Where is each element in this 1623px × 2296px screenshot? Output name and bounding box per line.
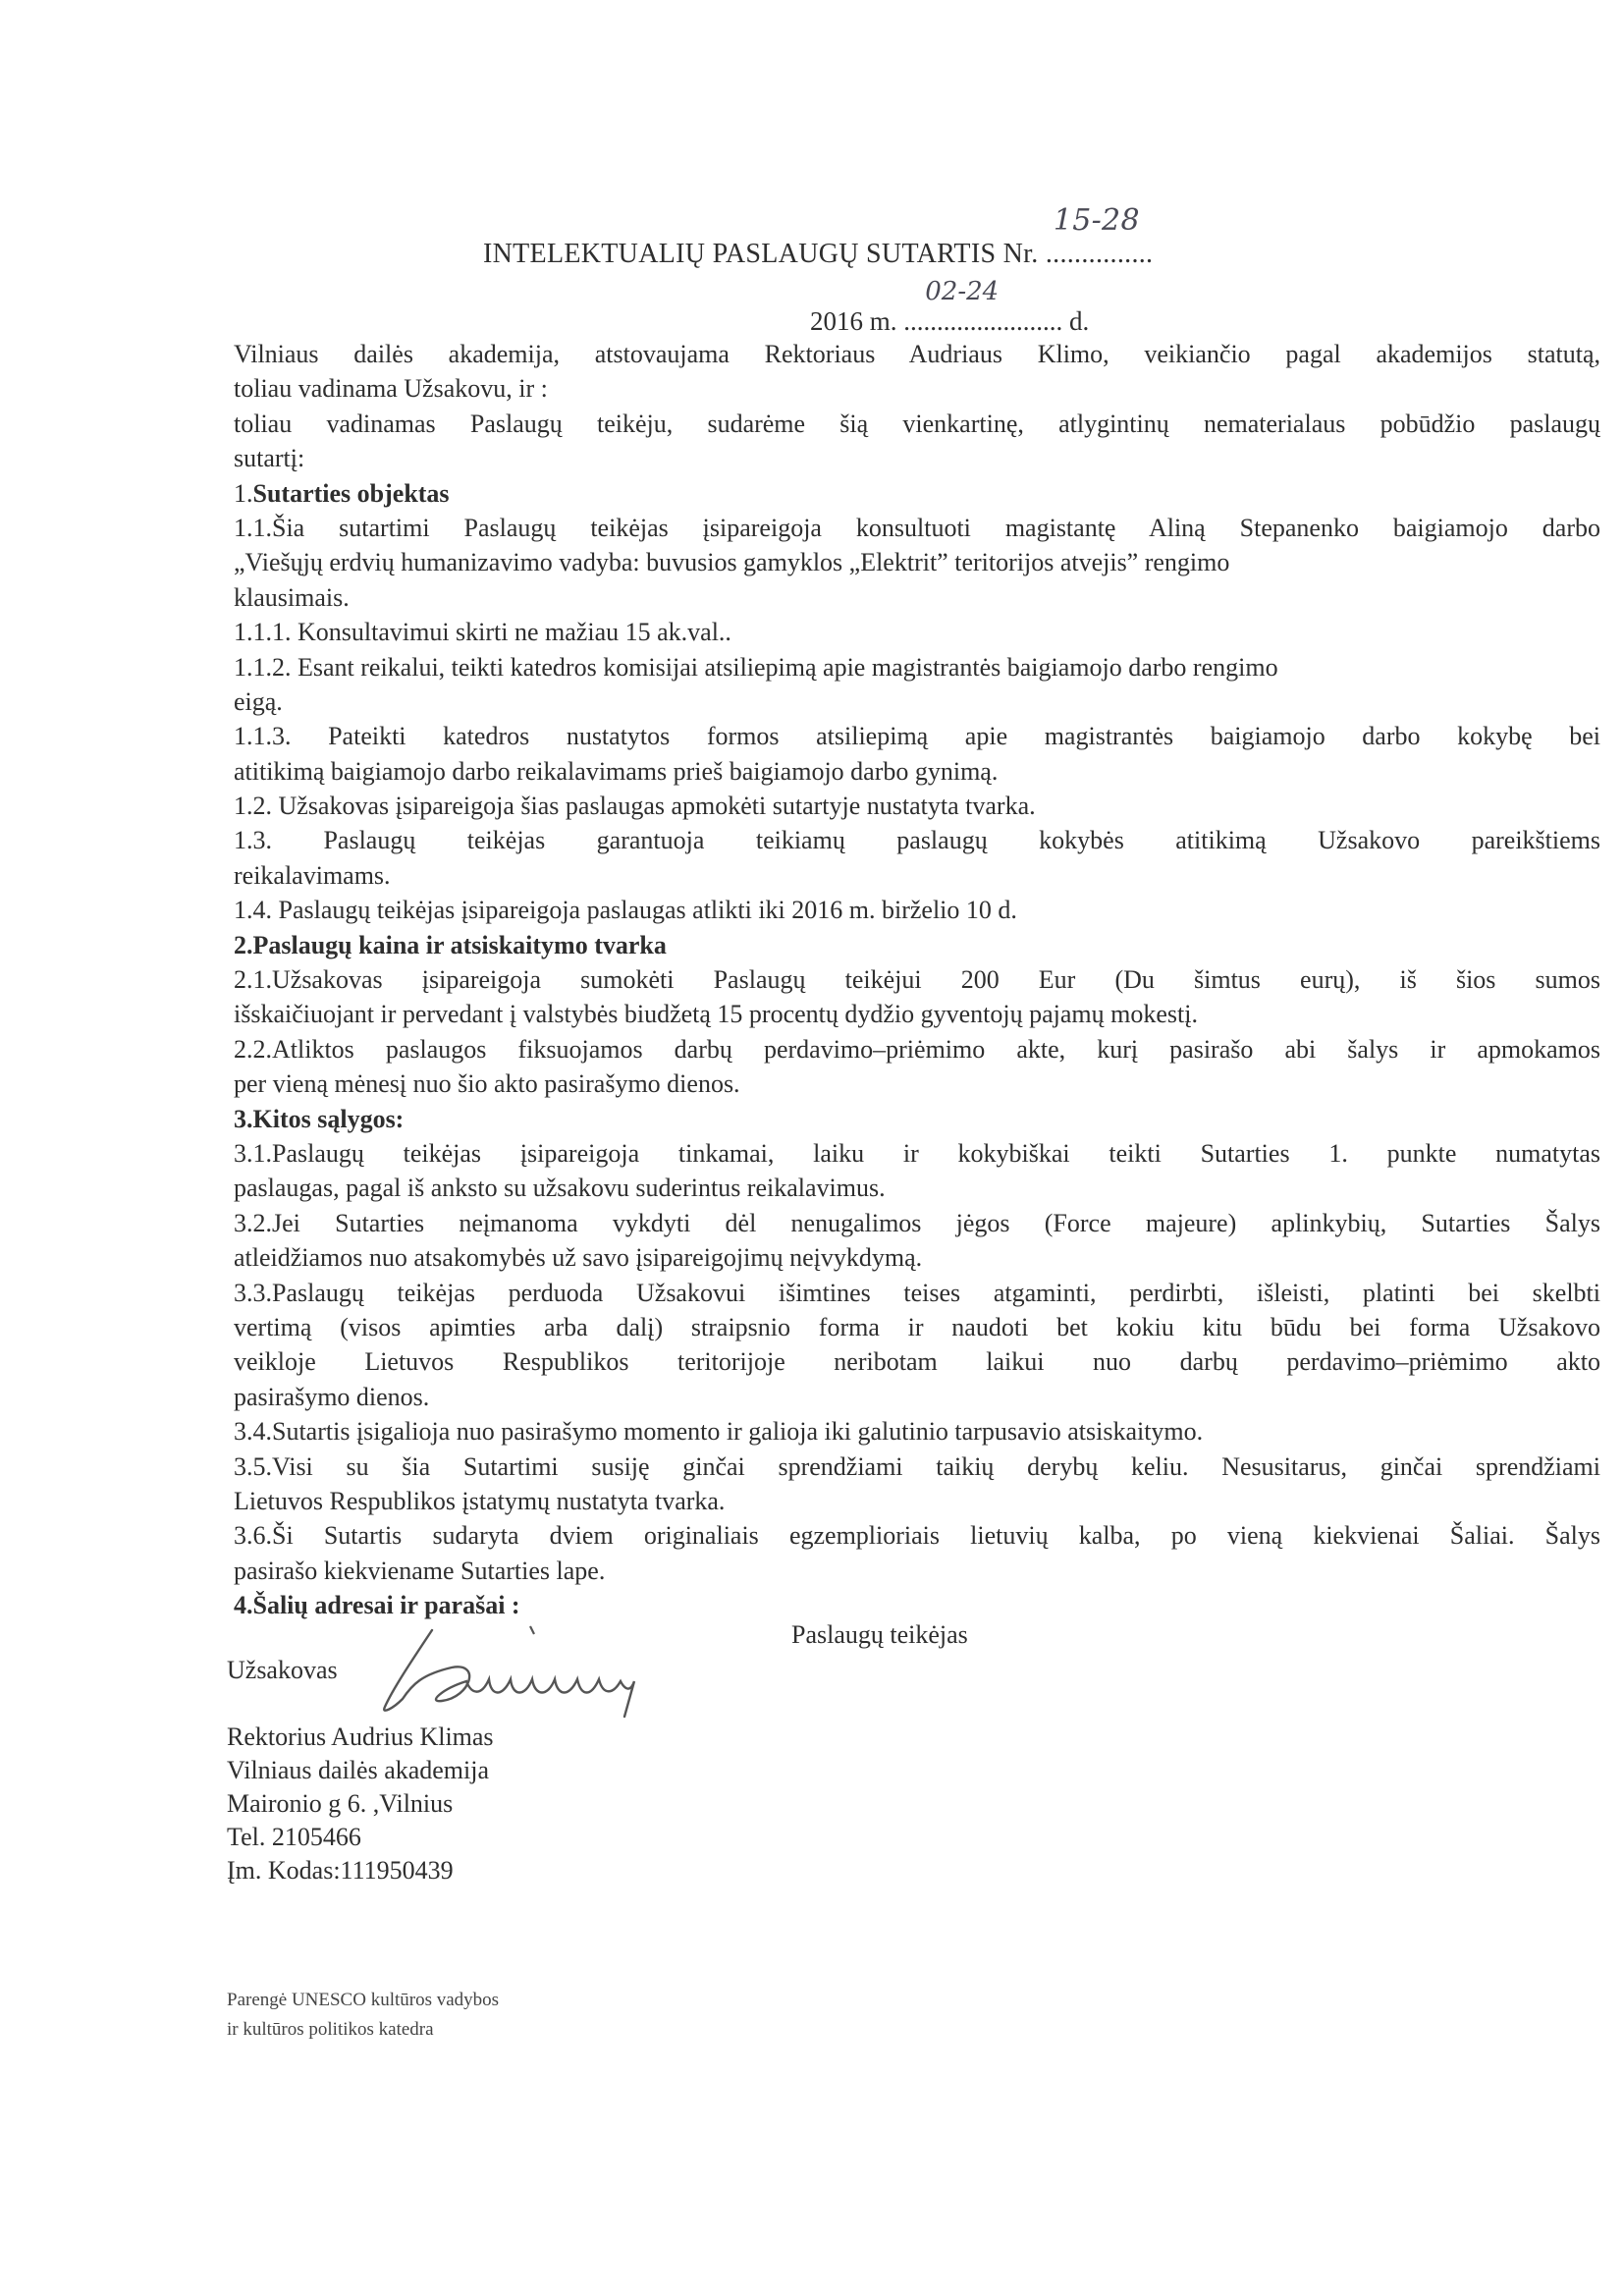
body-line — [234, 858, 1600, 893]
client-signature — [373, 1620, 677, 1719]
date-year: 2016 m. — [810, 306, 897, 336]
line-text: per vieną mėnesį nuo šio akto pasirašymo dienos. — [234, 1069, 740, 1099]
dotted-line: ........................ — [903, 306, 1063, 336]
line-text: 3.1.Paslaugų teikėjas įsipareigoja tinkamai, laiku ir kokybiškai teikti Sutarties 1. punkte numatytas — [234, 1138, 1600, 1168]
body-line — [234, 962, 1600, 997]
contract-body — [234, 337, 1600, 1622]
document-title — [483, 203, 1154, 270]
body-line — [234, 1206, 1600, 1240]
client-phone: Tel. 2105466 — [227, 1823, 361, 1851]
line-text: 1.1.1. Konsultavimui skirti ne mažiau 15 ak.val.. — [234, 618, 731, 647]
line-text: pasirašo kiekviename Sutarties lape. — [234, 1556, 606, 1585]
body-line — [234, 719, 1600, 753]
contract-number-field — [1045, 203, 1154, 270]
document-date — [810, 277, 1090, 337]
handwritten-date: 02-24 — [925, 277, 1000, 306]
line-text: eigą. — [234, 686, 283, 716]
client-label: Užsakovas — [227, 1656, 338, 1684]
section-heading — [234, 1102, 1600, 1136]
line-text: išskaičiuojant ir pervedant į valstybės biudžetą 15 procentų dydžio gyventojų pajamų mokestį. — [234, 1000, 1198, 1029]
client-address-block — [227, 1721, 494, 1887]
body-line — [234, 650, 1600, 684]
line-text: sutartį: — [234, 444, 305, 473]
body-line — [234, 1276, 1600, 1310]
line-text: Lietuvos Respublikos įstatymų nustatyta tvarka. — [234, 1486, 726, 1515]
line-text: 2.2.Atliktos paslaugos fiksuojamos darbų perdavimo–priėmimo akte, kurį pasirašo abi šalys ir apmokamos — [234, 1034, 1600, 1064]
title-text: INTELEKTUALIŲ PASLAUGŲ SUTARTIS Nr. — [483, 239, 1039, 269]
footer-line: Parengė UNESCO kultūros vadybos — [227, 1990, 500, 2010]
body-line — [234, 1518, 1600, 1553]
section-heading — [234, 928, 1600, 962]
body-line — [234, 1310, 1600, 1344]
line-text: paslaugas, pagal iš anksto su užsakovu suderintus reikalavimus. — [234, 1174, 886, 1203]
line-text: 3.5.Visi su šia Sutartimi susiję ginčai sprendžiami taikių derybų keliu. Nesusitarus, ginčai sprendžiami — [234, 1451, 1600, 1481]
line-text: pasirašymo dienos. — [234, 1382, 430, 1411]
line-text: vertimą (visos apimties arba dalį) straipsnio forma ir naudoti bet kokiu kitu būdu bei forma Užsakovo — [234, 1312, 1600, 1341]
line-text: 1.2. Užsakovas įsipareigoja šias paslaugas apmokėti sutartyje nustatyta tvarka. — [234, 792, 1036, 821]
body-line — [234, 789, 1600, 823]
body-line — [234, 1032, 1600, 1066]
body-line — [234, 754, 1600, 789]
line-text: 2.Paslaugų kaina ir atsiskaitymo tvarka — [234, 930, 667, 959]
date-field — [903, 277, 1063, 337]
line-text: 1.1.Šia sutartimi Paslaugų teikėjas įsipareigoja konsultuoti magistantę Aliną Stepanenko baigiamojo darbo — [234, 513, 1600, 542]
date-day-suffix: d. — [1069, 306, 1090, 336]
client-name: Rektorius Audrius Klimas — [227, 1722, 494, 1751]
body-line — [234, 441, 1600, 475]
line-text: 3.6.Ši Sutartis sudaryta dviem originaliais egzemplioriais lietuvių kalba, po vieną kiekvienai Šaliai. Šalys — [234, 1521, 1600, 1551]
body-line — [234, 1136, 1600, 1171]
body-line — [234, 1380, 1600, 1414]
section-number: 1. — [234, 478, 253, 508]
line-text: 2.1.Užsakovas įsipareigoja sumokėti Paslaugų teikėjui 200 Eur (Du šimtus eurų), iš šios sumos — [234, 965, 1600, 995]
line-text: 3.4.Sutartis įsigalioja nuo pasirašymo momento ir galioja iki galutinio tarpusavio atsiskaitymo. — [234, 1417, 1204, 1447]
body-line — [234, 684, 1600, 719]
line-text: 3.3.Paslaugų teikėjas perduoda Užsakovui išimtines teises atgaminti, perdirbti, išleisti, platinti bei skelbti — [234, 1278, 1600, 1307]
body-line — [234, 893, 1600, 927]
line-text: 3.2.Jei Sutarties neįmanoma vykdyti dėl nenugalimos jėgos (Force majeure) aplinkybių, Sutarties Šalys — [234, 1208, 1600, 1237]
dotted-line: ............... — [1045, 239, 1154, 269]
line-text: 3.Kitos sąlygos: — [234, 1104, 405, 1133]
client-organization: Vilniaus dailės akademija — [227, 1756, 490, 1784]
body-line — [234, 1066, 1600, 1101]
line-text: atitikimą baigiamojo darbo reikalavimams prieš baigiamojo darbo gynimą. — [234, 756, 999, 786]
line-text: toliau vadinamas Paslaugų teikėju, sudarėme šią vienkartinę, atlygintinų nematerialaus pobūdžio paslaugų — [234, 409, 1600, 438]
body-line — [234, 580, 1600, 615]
client-company-code: Įm. Kodas:111950439 — [227, 1856, 454, 1885]
body-line — [234, 1449, 1600, 1484]
line-text: veikloje Lietuvos Respublikos teritorijoje neribotam laikui nuo darbų perdavimo–priėmimo akto — [234, 1347, 1600, 1377]
body-line — [234, 1240, 1600, 1275]
line-text: 1.1.2. Esant reikalui, teikti katedros komisijai atsiliepimą apie magistrantės baigiamojo darbo rengimo — [234, 652, 1278, 682]
line-text: Vilniaus dailės akademija, atstovaujama Rektoriaus Audriaus Klimo, veikiančio pagal akademijos statutą, — [234, 340, 1600, 368]
body-line — [234, 1171, 1600, 1205]
body-line — [234, 407, 1600, 441]
line-text: „Viešųjų erdvių humanizavimo vadyba: buvusios gamyklos „Elektrit” teritorijos atvejis” rengimo — [234, 548, 1230, 577]
body-line — [234, 1554, 1600, 1588]
body-line — [234, 511, 1600, 545]
line-text: 4.Šalių adresai ir parašai : — [234, 1591, 520, 1620]
body-line — [234, 1414, 1600, 1449]
client-street: Maironio g 6. ,Vilnius — [227, 1789, 454, 1818]
body-line — [234, 823, 1600, 857]
body-line — [234, 997, 1600, 1031]
handwritten-contract-number: 15-28 — [1053, 203, 1140, 238]
section-heading — [234, 476, 1600, 511]
body-line — [234, 371, 1600, 406]
line-text: reikalavimams. — [234, 860, 391, 890]
footer-line: ir kultūros politikos katedra — [227, 2019, 434, 2040]
body-line — [234, 337, 1600, 371]
line-text: klausimais. — [234, 582, 350, 612]
body-line — [234, 615, 1600, 649]
body-line — [234, 545, 1600, 579]
body-line — [234, 1344, 1600, 1379]
body-line — [234, 1484, 1600, 1518]
section-heading — [234, 1588, 1600, 1622]
line-text: 1.4. Paslaugų teikėjas įsipareigoja paslaugas atlikti iki 2016 m. birželio 10 d. — [234, 896, 1017, 925]
line-text: 1.3. Paslaugų teikėjas garantuoja teikiamų paslaugų kokybės atitikimą Užsakovo pareikštiems — [234, 826, 1600, 855]
line-text: atleidžiamos nuo atsakomybės už savo įsipareigojimų neįvykdymą. — [234, 1243, 923, 1273]
provider-label: Paslaugų teikėjas — [791, 1620, 968, 1649]
line-text: toliau vadinama Užsakovu, ir : — [234, 374, 548, 404]
line-text: Sutarties objektas — [252, 478, 450, 508]
prepared-by-footer — [227, 1986, 499, 2045]
line-text: 1.1.3. Pateikti katedros nustatytos formos atsiliepimą apie magistrantės baigiamojo darbo kokybę bei — [234, 722, 1600, 751]
